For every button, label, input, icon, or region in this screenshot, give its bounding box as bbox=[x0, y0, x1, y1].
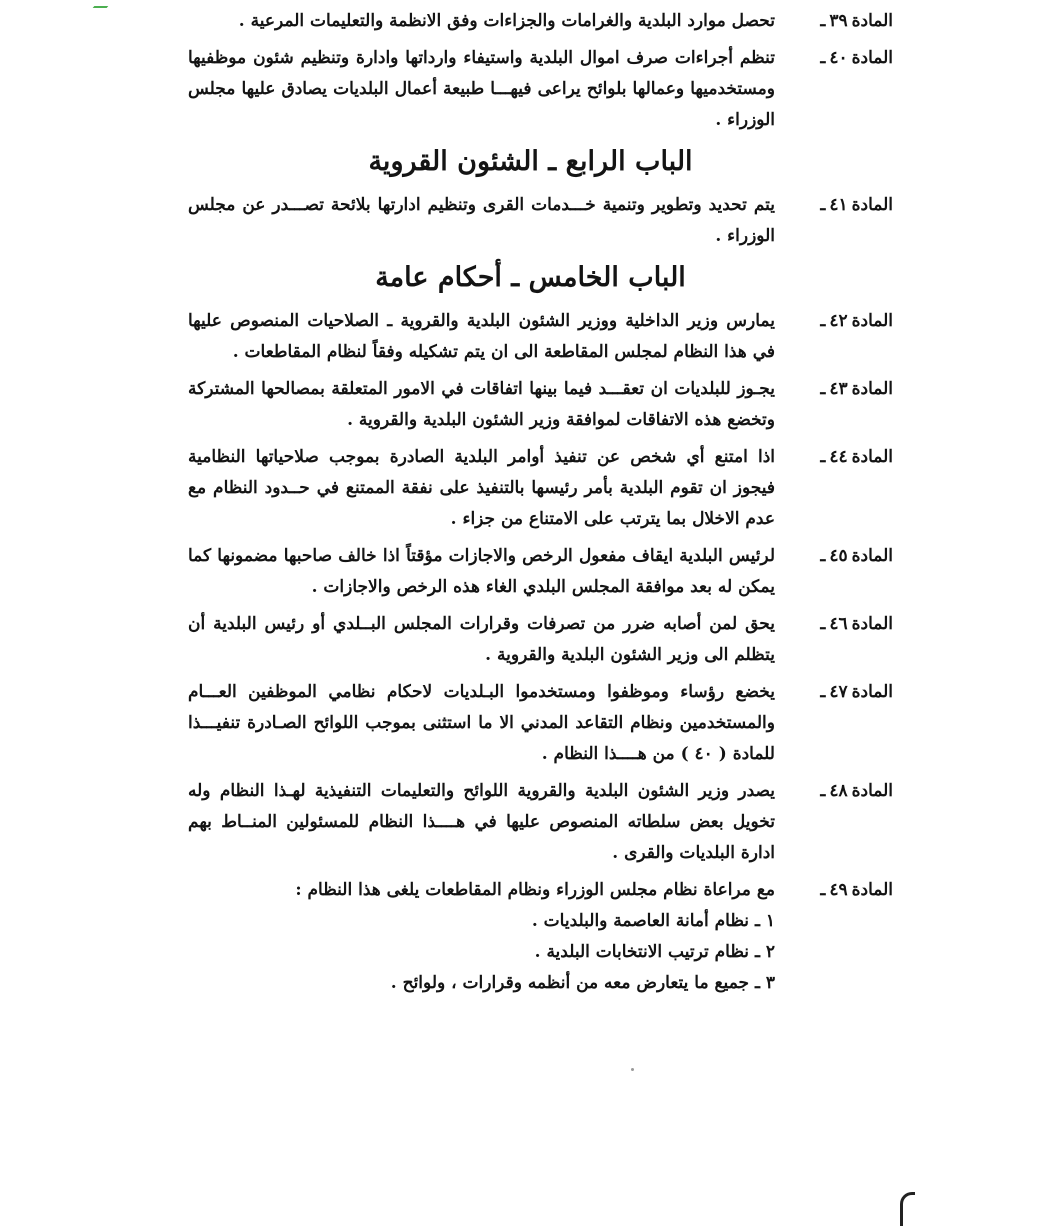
article-dash: ـ bbox=[820, 447, 826, 467]
chapter-heading-5: الباب الخامس ـ أحكام عامة bbox=[375, 262, 686, 293]
article-41 bbox=[188, 190, 893, 252]
scan-dot bbox=[631, 1068, 634, 1071]
article-dash: ـ bbox=[820, 781, 826, 801]
corner-mark bbox=[93, 0, 114, 8]
article-label: المادة bbox=[851, 546, 893, 566]
article-text: لرئيس البلدية ايقاف مفعول الرخص والاجازات مؤقتاً اذا خالف صاحبها مضمونها كما يمكن له بعد موافقة المجلس البلدي الغاء هذه الرخص والاجازات . bbox=[188, 546, 775, 597]
article-label: المادة bbox=[851, 311, 893, 331]
chapter-heading-4: الباب الرابع ـ الشئون القروية bbox=[368, 146, 693, 177]
article-number: ٤٠ bbox=[829, 48, 848, 68]
article-dash: ـ bbox=[820, 682, 826, 702]
article-number: ٤١ bbox=[829, 195, 848, 215]
article-number: ٤٦ bbox=[829, 614, 848, 634]
article-number: ٤٣ bbox=[829, 379, 848, 399]
article-49 bbox=[188, 875, 893, 999]
article-number: ٤٧ bbox=[829, 682, 848, 702]
article-label: المادة bbox=[851, 614, 893, 634]
article-dash: ـ bbox=[820, 614, 826, 634]
article-42 bbox=[188, 306, 893, 368]
article-label: المادة bbox=[851, 379, 893, 399]
article-text: يجـوز للبلديات ان تعقـــد فيما بينها اتفاقات في الامور المتعلقة بمصالحها المشتركة وتخضع هذه الاتفاقات لموافقة وزير الشئون البلدية والقروية . bbox=[188, 379, 775, 430]
article-number: ٣٩ bbox=[829, 11, 848, 31]
article-text: تنظم أجراءات صرف اموال البلدية واستيفاء وارداتها وادارة وتنظيم شئون موظفيها ومستخدميها وعمالها بلوائح يراعى فيهـــا طبيعة أعمال البلديات يصادق عليها مجلس الوزراء . bbox=[188, 48, 775, 130]
bracket-mark bbox=[900, 1192, 915, 1226]
article-number: ٤٥ bbox=[829, 546, 848, 566]
repealed-list bbox=[188, 906, 775, 999]
article-dash: ـ bbox=[820, 48, 826, 68]
article-text: اذا امتنع أي شخص عن تنفيذ أوامر البلدية الصادرة بموجب صلاحياتها النظامية فيجوز ان تقوم البلدية بأمر رئيسها بالتنفيذ على نفقة الممتنع في حــدود النظام مع عدم الاخلال بما يترتب على الامتناع من جزاء . bbox=[188, 447, 775, 529]
article-44 bbox=[188, 442, 893, 535]
article-label: المادة bbox=[851, 11, 893, 31]
article-number: ٤٤ bbox=[829, 447, 848, 467]
article-label: المادة bbox=[851, 195, 893, 215]
article-number: ٤٩ bbox=[829, 880, 848, 900]
article-number: ٤٨ bbox=[829, 781, 848, 801]
article-43 bbox=[188, 374, 893, 436]
article-text: يمارس وزير الداخلية ووزير الشئون البلدية والقروية ـ الصلاحيات المنصوص عليها في هذا النظام لمجلس المقاطعة الى ان يتم تشكيله وفقاً لنظام المقاطعات . bbox=[188, 311, 775, 362]
article-label: المادة bbox=[851, 880, 893, 900]
article-text: يخضع رؤساء وموظفوا ومستخدموا البـلديات لاحكام نظامي الموظفين العـــام والمستخدمين ونظام التقاعد المدني الا ما استثنى بموجب اللوائح الصـادرة تنفيـــذا للمادة ( ٤٠ ) من هــــذا النظام . bbox=[188, 682, 775, 764]
list-item: ٣ ـ جميع ما يتعارض معه من أنظمه وقرارات ، ولوائح . bbox=[390, 973, 775, 993]
article-label: المادة bbox=[851, 682, 893, 702]
article-48 bbox=[188, 776, 893, 869]
article-dash: ـ bbox=[820, 546, 826, 566]
article-49-intro: مع مراعاة نظام مجلس الوزراء ونظام المقاطعات يلغى هذا النظام : bbox=[295, 880, 775, 900]
article-47 bbox=[188, 677, 893, 770]
article-dash: ـ bbox=[820, 880, 826, 900]
text-column bbox=[188, 6, 893, 1005]
article-text: يتم تحديد وتطوير وتنمية خـــدمات القرى وتنظيم ادارتها بلائحة تصـــدر عن مجلس الوزراء . bbox=[188, 195, 775, 246]
article-label: المادة bbox=[851, 48, 893, 68]
article-label: المادة bbox=[851, 447, 893, 467]
article-text: يحق لمن أصابه ضرر من تصرفات وقرارات المجلس البــلدي أو رئيس البلدية أن يتظلم الى وزير الشئون البلدية والقروية . bbox=[188, 614, 775, 665]
article-number: ٤٢ bbox=[829, 311, 848, 331]
article-45 bbox=[188, 541, 893, 603]
article-text: يصدر وزير الشئون البلدية والقروية اللوائح والتعليمات التنفيذية لهـذا النظام وله تخويل بعض سلطاته المنصوص عليها في هــــذا النظام للمسئولين المنــاط بهم ادارة البلديات والقرى . bbox=[188, 781, 775, 863]
article-dash: ـ bbox=[820, 11, 826, 31]
list-item: ٢ ـ نظام ترتيب الانتخابات البلدية . bbox=[534, 942, 775, 962]
article-46 bbox=[188, 609, 893, 671]
article-dash: ـ bbox=[820, 379, 826, 399]
article-39 bbox=[188, 6, 893, 37]
article-40 bbox=[188, 43, 893, 136]
article-text: تحصل موارد البلدية والغرامات والجزاءات وفق الانظمة والتعليمات المرعية . bbox=[238, 11, 775, 31]
list-item: ١ ـ نظام أمانة العاصمة والبلديات . bbox=[531, 911, 775, 931]
article-label: المادة bbox=[851, 781, 893, 801]
article-dash: ـ bbox=[820, 195, 826, 215]
article-dash: ـ bbox=[820, 311, 826, 331]
